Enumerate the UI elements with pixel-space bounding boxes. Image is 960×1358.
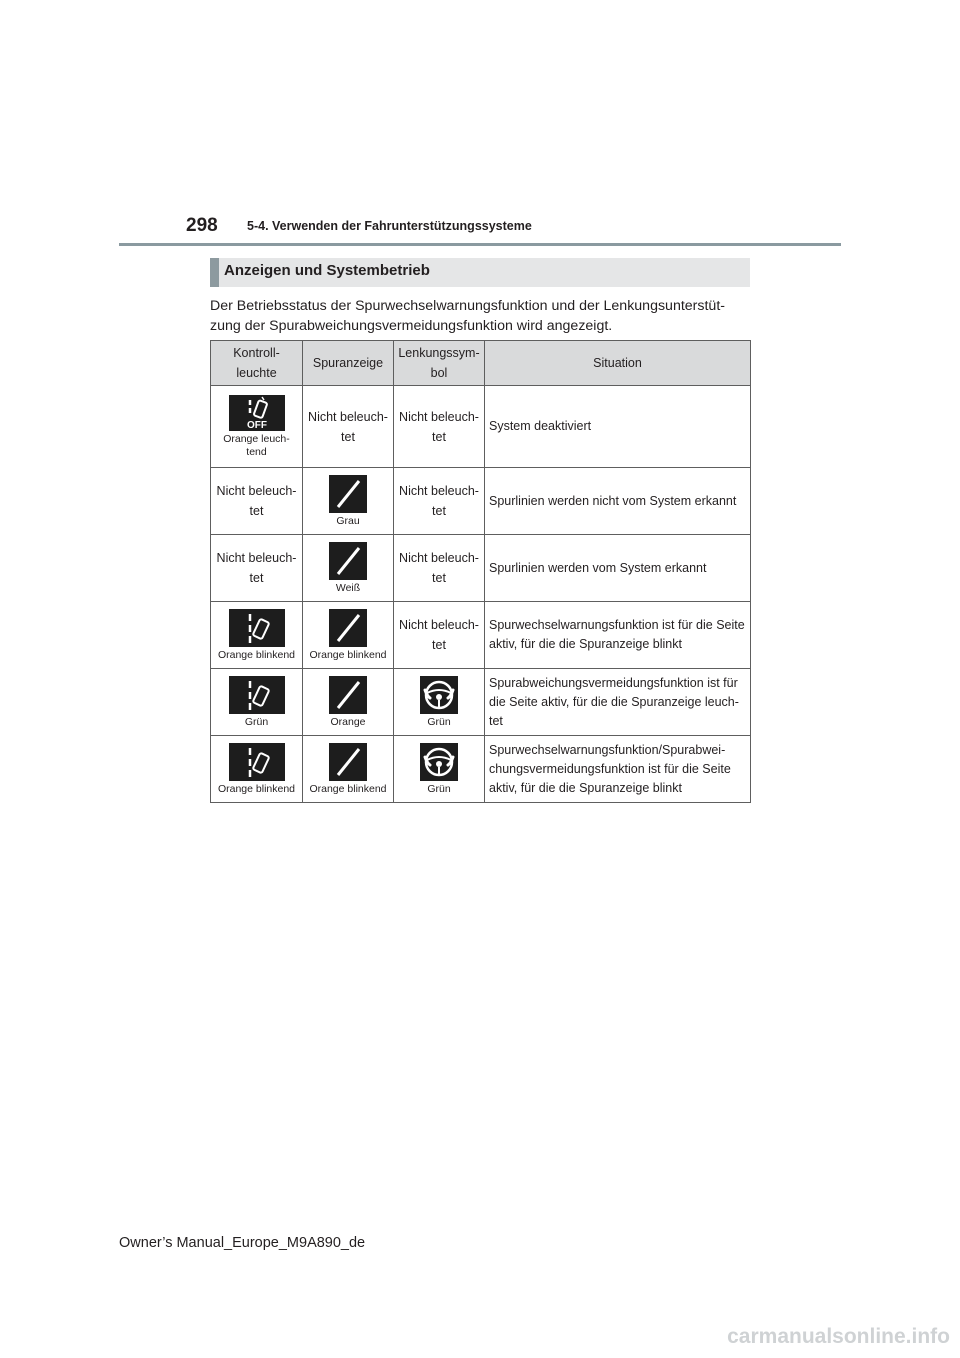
header-situation: Situation (485, 341, 751, 386)
icon-caption: Weiß (335, 581, 361, 594)
table-row (211, 669, 751, 736)
spur-cell (303, 468, 394, 535)
lane-change-icon (229, 609, 285, 647)
situation-cell: Spurwechselwarnungsfunktion/Spurabwei-chungsvermeidungsfunktion ist für die Seite aktiv, für die die Spuranzeige blinkt (485, 736, 751, 803)
spur-cell: Nicht beleuch-tet (303, 386, 394, 468)
spur-cell (303, 669, 394, 736)
lane-change-off-icon (229, 395, 285, 431)
lane-line-icon (329, 743, 367, 781)
situation-cell: System deaktiviert (485, 386, 751, 468)
lenk-cell (394, 736, 485, 803)
section-title: 5-4. Verwenden der Fahrunterstützungssysteme (247, 219, 532, 233)
intro-text: Der Betriebsstatus der Spurwechselwarnungsfunktion und der Lenkungsunterstüt-zung der Spurabweichungsvermeidungsfunktion wird angezeigt. (210, 298, 725, 334)
kontroll-cell: Nicht beleuch-tet (211, 468, 303, 535)
steering-hands-icon (420, 743, 458, 781)
spur-cell (303, 535, 394, 602)
icon-caption: Grau (336, 514, 360, 527)
footer-text: Owner’s Manual_Europe_M9A890_de (119, 1235, 366, 1251)
table-row (211, 535, 751, 602)
svg-text:OFF: OFF (246, 419, 267, 431)
situation-cell: Spurlinien werden vom System erkannt (485, 535, 751, 602)
icon-caption: Orange blinkend (217, 782, 296, 795)
icon-caption: Orange leuch-tend (223, 432, 290, 458)
heading-box (210, 258, 750, 287)
lenk-cell: Nicht beleuch-tet (394, 386, 485, 468)
lane-line-icon (329, 609, 367, 647)
table-row (211, 736, 751, 803)
icon-caption: Orange blinkend (217, 648, 296, 661)
header-rule (119, 243, 841, 246)
icon-caption: Grün (244, 715, 269, 728)
header-spur: Spuranzeige (303, 341, 394, 386)
kontroll-cell (211, 669, 303, 736)
lane-change-icon (229, 676, 285, 714)
table-row (211, 468, 751, 535)
kontroll-cell (211, 602, 303, 669)
situation-cell: Spurlinien werden nicht vom System erkannt (485, 468, 751, 535)
kontroll-cell (211, 386, 303, 468)
icon-caption: Orange blinkend (309, 648, 387, 661)
lane-line-icon (329, 676, 367, 714)
header-lenk: Lenkungssym-bol (394, 341, 485, 386)
status-table (210, 340, 751, 803)
table-header-row (211, 341, 751, 386)
lenk-cell (394, 669, 485, 736)
situation-cell: Spurabweichungsvermeidungsfunktion ist für die Seite aktiv, für die die Spuranzeige leuch-tet (485, 669, 751, 736)
icon-caption: Orange (330, 715, 366, 728)
table-row (211, 602, 751, 669)
lenk-cell: Nicht beleuch-tet (394, 468, 485, 535)
heading-title: Anzeigen und Systembetrieb (224, 262, 430, 279)
lane-line-icon (329, 542, 367, 580)
lane-change-icon (229, 743, 285, 781)
header-kontroll: Kontroll-leuchte (211, 341, 303, 386)
lenk-cell: Nicht beleuch-tet (394, 602, 485, 669)
steering-hands-icon (420, 676, 458, 714)
kontroll-cell: Nicht beleuch-tet (211, 535, 303, 602)
lane-line-icon (329, 475, 367, 513)
kontroll-cell (211, 736, 303, 803)
icon-caption: Orange blinkend (309, 782, 387, 795)
situation-cell: Spurwechselwarnungsfunktion ist für die Seite aktiv, für die die Spuranzeige blinkt (485, 602, 751, 669)
icon-caption: Grün (427, 715, 451, 728)
spur-cell (303, 602, 394, 669)
watermark[interactable]: carmanualsonline.info (727, 1325, 950, 1348)
icon-caption: Grün (427, 782, 451, 795)
table-row (211, 386, 751, 468)
lenk-cell: Nicht beleuch-tet (394, 535, 485, 602)
page-number: 298 (186, 215, 218, 236)
spur-cell (303, 736, 394, 803)
